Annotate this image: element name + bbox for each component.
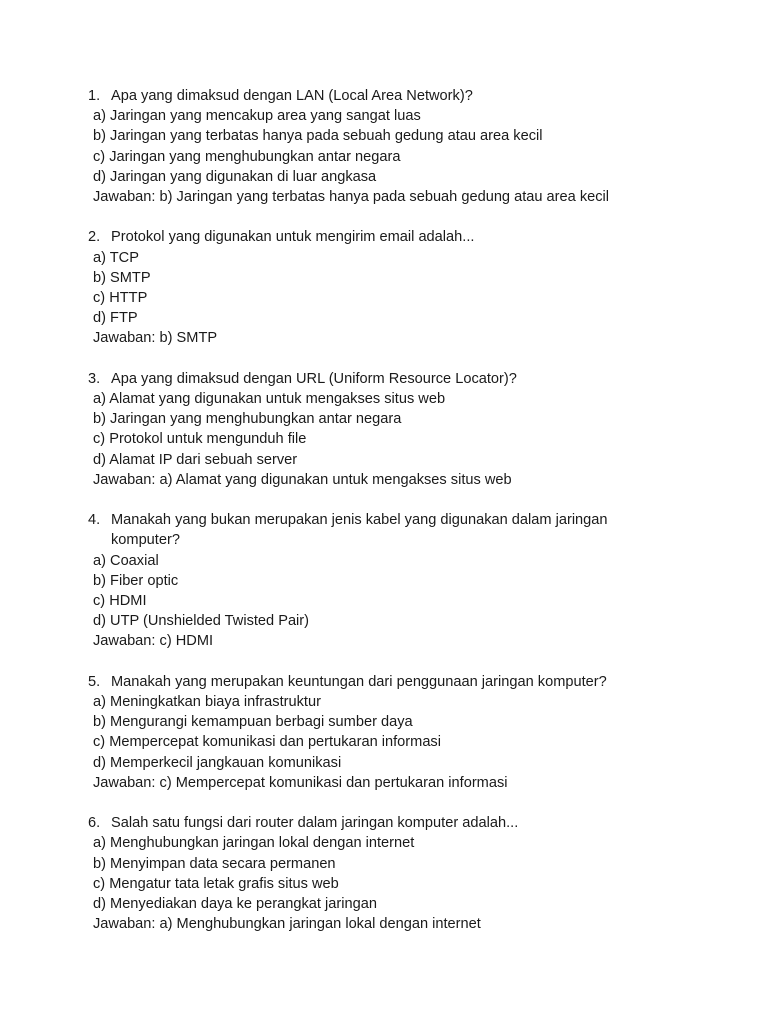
- question-number: 4.: [88, 512, 101, 529]
- option-c: c) Protokol untuk mengunduh file: [93, 431, 307, 448]
- option-a: a) TCP: [93, 249, 139, 266]
- question-text: [0, 672, 768, 692]
- question-prompt: Manakah yang merupakan keuntungan dari penggunaan jaringan komputer?: [111, 673, 607, 690]
- option-c: c) Jaringan yang menghubungkan antar negara: [93, 148, 401, 165]
- answer: Jawaban: c) HDMI: [93, 633, 214, 650]
- question-text: [0, 227, 768, 247]
- option-d: d) Alamat IP dari sebuah server: [93, 451, 298, 468]
- option-b: b) Fiber optic: [93, 572, 179, 589]
- question-text: [0, 813, 768, 833]
- question-prompt: Apa yang dimaksud dengan LAN (Local Area Network)?: [111, 88, 473, 104]
- question-sheet: [0, 86, 768, 955]
- question-text: [0, 510, 768, 550]
- option-b: b) SMTP: [93, 269, 151, 286]
- question-6: [0, 813, 768, 934]
- option-c: c) HTTP: [93, 290, 148, 307]
- question-4: [0, 510, 768, 651]
- option-d: d) Menyediakan daya ke perangkat jaringan: [93, 896, 377, 913]
- answer: Jawaban: a) Alamat yang digunakan untuk mengakses situs web: [93, 471, 512, 488]
- option-a: a) Jaringan yang mencakup area yang sangat luas: [93, 108, 421, 125]
- question-number: 6.: [88, 815, 101, 832]
- answer: Jawaban: b) SMTP: [93, 330, 218, 347]
- question-prompt: Apa yang dimaksud dengan URL (Uniform Resource Locator)?: [111, 370, 517, 387]
- question-prompt: Protokol yang digunakan untuk mengirim email adalah...: [111, 229, 475, 246]
- option-a: a) Menghubungkan jaringan lokal dengan internet: [93, 835, 415, 852]
- option-c: c) Mengatur tata letak grafis situs web: [93, 875, 339, 892]
- question-5: [0, 672, 768, 793]
- option-b: b) Mengurangi kemampuan berbagi sumber daya: [93, 714, 413, 731]
- question-text: [0, 86, 768, 106]
- option-c: c) Mempercepat komunikasi dan pertukaran informasi: [93, 734, 441, 751]
- question-prompt: Salah satu fungsi dari router dalam jaringan komputer adalah...: [111, 815, 519, 832]
- question-2: [0, 227, 768, 348]
- question-3: [0, 369, 768, 490]
- option-c: c) HDMI: [93, 593, 147, 610]
- option-a: a) Meningkatkan biaya infrastruktur: [93, 694, 321, 711]
- answer: Jawaban: a) Menghubungkan jaringan lokal dengan internet: [93, 916, 481, 933]
- question-text: [0, 369, 768, 389]
- question-number: 5.: [88, 673, 101, 690]
- option-a: a) Alamat yang digunakan untuk mengakses situs web: [93, 391, 446, 408]
- answer: Jawaban: b) Jaringan yang terbatas hanya pada sebuah gedung atau area kecil: [93, 189, 610, 206]
- question-number: 2.: [88, 229, 101, 246]
- question-number: 3.: [88, 370, 101, 387]
- answer: Jawaban: c) Mempercepat komunikasi dan pertukaran informasi: [93, 774, 508, 791]
- question-prompt: Manakah yang bukan merupakan jenis kabel yang digunakan dalam jaringan komputer?: [111, 512, 608, 549]
- option-d: d) FTP: [93, 310, 138, 327]
- option-b: b) Jaringan yang menghubungkan antar negara: [93, 411, 402, 428]
- option-b: b) Menyimpan data secara permanen: [93, 855, 336, 872]
- option-a: a) Coaxial: [93, 552, 159, 569]
- option-b: b) Jaringan yang terbatas hanya pada sebuah gedung atau area kecil: [93, 128, 543, 145]
- option-d: d) Jaringan yang digunakan di luar angkasa: [93, 168, 377, 185]
- option-d: d) UTP (Unshielded Twisted Pair): [93, 613, 310, 630]
- option-d: d) Memperkecil jangkauan komunikasi: [93, 754, 342, 771]
- question-1: [0, 86, 768, 207]
- question-number: 1.: [88, 88, 101, 104]
